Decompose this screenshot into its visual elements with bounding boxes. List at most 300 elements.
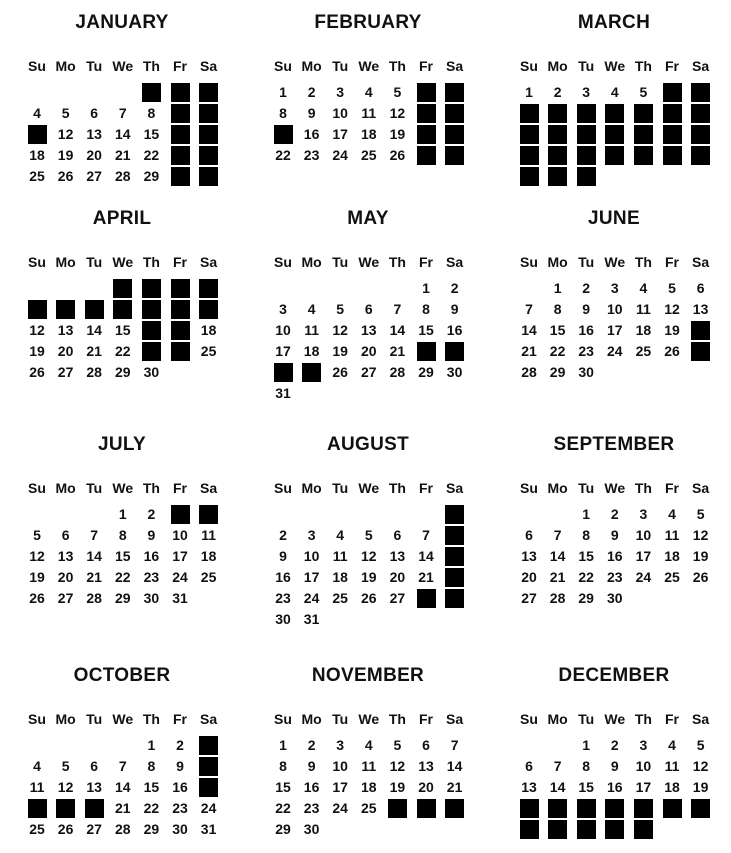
day-number: 27 <box>57 364 74 380</box>
marked-day-block <box>417 125 436 144</box>
day-number: 10 <box>635 527 652 543</box>
marked-day-block <box>113 279 132 298</box>
weekday-header: Sa <box>446 254 464 270</box>
marked-day-block <box>171 104 190 123</box>
day-number: 15 <box>578 548 594 564</box>
marked-day-block <box>520 125 539 144</box>
day-number: 13 <box>361 322 377 338</box>
day-number: 4 <box>668 506 676 522</box>
month-title: MAY <box>347 208 389 229</box>
day-number: 29 <box>143 168 160 184</box>
marked-day-block <box>548 799 567 818</box>
day-number: 13 <box>521 548 537 564</box>
day-number: 11 <box>361 758 377 774</box>
marked-day-block <box>199 146 218 165</box>
day-number: 8 <box>582 527 591 543</box>
weekday-header: Th <box>142 58 160 74</box>
day-number: 6 <box>90 758 99 774</box>
day-number: 16 <box>446 322 463 338</box>
marked-day-block <box>417 104 436 123</box>
day-number: 11 <box>635 301 651 317</box>
day-number: 5 <box>696 737 705 753</box>
weekday-header: Mo <box>301 480 322 496</box>
marked-day-block <box>663 83 682 102</box>
marked-day-block <box>171 146 190 165</box>
day-number: 1 <box>422 280 430 296</box>
day-number: 12 <box>57 779 74 795</box>
weekday-header: Th <box>388 254 406 270</box>
day-number: 13 <box>57 548 74 564</box>
weekday-header: Tu <box>578 254 595 270</box>
day-number: 6 <box>696 280 705 296</box>
day-number: 25 <box>361 147 377 163</box>
day-number: 29 <box>143 821 160 837</box>
weekday-header: Su <box>520 58 538 74</box>
day-number: 9 <box>176 758 184 774</box>
day-number: 6 <box>61 527 70 543</box>
marked-day-block <box>605 146 624 165</box>
day-number: 9 <box>610 758 619 774</box>
marked-day-block <box>199 83 218 102</box>
marked-day-block <box>274 363 293 382</box>
weekday-header: Fr <box>173 254 187 270</box>
day-number: 5 <box>639 84 648 100</box>
marked-day-block <box>577 799 596 818</box>
day-number: 3 <box>639 737 648 753</box>
day-number: 8 <box>422 301 430 317</box>
day-number: 15 <box>578 779 594 795</box>
day-number: 20 <box>389 569 406 585</box>
marked-day-block <box>171 342 190 361</box>
weekday-header: Su <box>28 480 46 496</box>
day-number: 15 <box>115 322 131 338</box>
day-number: 20 <box>57 569 74 585</box>
day-number: 21 <box>418 569 434 585</box>
day-number: 1 <box>582 506 591 522</box>
marked-day-block <box>663 799 682 818</box>
weekday-header: Mo <box>547 58 568 74</box>
day-number: 21 <box>549 569 566 585</box>
day-number: 30 <box>303 821 320 837</box>
day-number: 19 <box>692 779 709 795</box>
day-number: 12 <box>692 527 709 543</box>
weekday-header: Th <box>634 711 652 727</box>
weekday-header: Th <box>388 711 406 727</box>
day-number: 25 <box>200 569 217 585</box>
day-number: 8 <box>118 527 127 543</box>
weekday-header: We <box>604 711 626 727</box>
day-number: 21 <box>86 569 102 585</box>
day-number: 18 <box>361 126 377 142</box>
day-number: 14 <box>115 779 131 795</box>
day-number: 25 <box>29 168 45 184</box>
day-number: 2 <box>279 527 287 543</box>
day-number: 28 <box>86 364 102 380</box>
weekday-header: We <box>604 58 626 74</box>
day-number: 5 <box>364 527 373 543</box>
day-number: 4 <box>336 527 345 543</box>
marked-day-block <box>142 300 161 319</box>
day-number: 26 <box>664 343 680 359</box>
day-number: 10 <box>303 548 320 564</box>
day-number: 26 <box>29 590 45 606</box>
day-number: 9 <box>147 527 156 543</box>
day-number: 10 <box>635 758 652 774</box>
marked-day-block <box>634 125 653 144</box>
weekday-header: Tu <box>578 58 595 74</box>
marked-day-block <box>85 799 104 818</box>
day-number: 7 <box>553 758 562 774</box>
day-number: 23 <box>303 147 320 163</box>
day-number: 29 <box>115 590 131 606</box>
day-number: 2 <box>610 506 619 522</box>
day-number: 27 <box>521 590 537 606</box>
marked-day-block <box>445 505 464 524</box>
weekday-header: We <box>112 480 134 496</box>
marked-day-block <box>417 83 436 102</box>
weekday-header: Tu <box>578 711 595 727</box>
weekday-header: Th <box>388 58 406 74</box>
weekday-header: Tu <box>86 58 103 74</box>
day-number: 14 <box>389 322 406 338</box>
day-number: 5 <box>61 758 70 774</box>
weekday-header: Th <box>142 480 160 496</box>
day-number: 9 <box>582 301 591 317</box>
day-number: 24 <box>200 800 217 816</box>
day-number: 30 <box>607 590 623 606</box>
day-number: 7 <box>118 758 127 774</box>
marked-day-block <box>634 799 653 818</box>
weekday-header: We <box>112 254 134 270</box>
day-number: 30 <box>172 821 188 837</box>
day-number: 27 <box>389 590 406 606</box>
day-number: 23 <box>275 590 291 606</box>
day-number: 1 <box>582 737 591 753</box>
day-number: 25 <box>200 343 217 359</box>
marked-day-block <box>663 104 682 123</box>
day-number: 29 <box>115 364 131 380</box>
day-number: 26 <box>57 821 74 837</box>
marked-day-block <box>199 736 218 755</box>
weekday-header: Sa <box>200 711 218 727</box>
marked-day-block <box>199 279 218 298</box>
day-number: 7 <box>525 301 533 317</box>
day-number: 14 <box>115 126 131 142</box>
day-number: 3 <box>336 737 345 753</box>
day-number: 25 <box>29 821 45 837</box>
day-number: 7 <box>90 527 99 543</box>
day-number: 15 <box>418 322 434 338</box>
day-number: 9 <box>450 301 459 317</box>
day-number: 26 <box>332 364 348 380</box>
weekday-header: Tu <box>332 58 349 74</box>
day-number: 12 <box>692 758 709 774</box>
day-number: 12 <box>389 105 406 121</box>
day-number: 12 <box>361 548 377 564</box>
day-number: 22 <box>275 147 291 163</box>
day-number: 8 <box>279 758 287 774</box>
day-number: 11 <box>332 548 348 564</box>
day-number: 26 <box>29 364 45 380</box>
day-number: 9 <box>307 758 316 774</box>
day-number: 24 <box>332 800 348 816</box>
day-number: 1 <box>525 84 533 100</box>
day-number: 24 <box>172 569 188 585</box>
day-number: 6 <box>90 105 99 121</box>
weekday-header: Fr <box>665 58 679 74</box>
marked-day-block <box>388 799 407 818</box>
marked-day-block <box>605 125 624 144</box>
day-number: 9 <box>307 105 316 121</box>
day-number: 4 <box>307 301 316 317</box>
marked-day-block <box>142 83 161 102</box>
day-number: 25 <box>332 590 348 606</box>
day-number: 17 <box>635 548 652 564</box>
marked-day-block <box>171 279 190 298</box>
marked-day-block <box>199 300 218 319</box>
weekday-header: Fr <box>419 254 433 270</box>
weekday-header: Fr <box>665 254 679 270</box>
day-number: 29 <box>549 364 566 380</box>
day-number: 25 <box>664 569 680 585</box>
marked-day-block <box>171 321 190 340</box>
day-number: 3 <box>639 506 648 522</box>
weekday-header: We <box>358 58 380 74</box>
weekday-header: Th <box>142 711 160 727</box>
day-number: 27 <box>57 590 74 606</box>
day-number: 2 <box>582 280 591 296</box>
day-number: 16 <box>275 569 291 585</box>
day-number: 22 <box>143 147 160 163</box>
day-number: 19 <box>29 569 45 585</box>
day-number: 13 <box>389 548 406 564</box>
day-number: 2 <box>610 737 619 753</box>
day-number: 3 <box>610 280 619 296</box>
weekday-header: We <box>604 480 626 496</box>
marked-day-block <box>577 146 596 165</box>
day-number: 30 <box>578 364 594 380</box>
month-title: NOVEMBER <box>311 665 425 686</box>
day-number: 10 <box>332 758 348 774</box>
day-number: 13 <box>57 322 74 338</box>
day-number: 31 <box>275 385 291 401</box>
marked-day-block <box>199 167 218 186</box>
marked-day-block <box>691 321 710 340</box>
weekday-header: Mo <box>55 58 76 74</box>
day-number: 14 <box>549 779 566 795</box>
weekday-header: Th <box>634 58 652 74</box>
day-number: 10 <box>607 301 623 317</box>
day-number: 14 <box>86 548 102 564</box>
day-number: 18 <box>361 779 377 795</box>
weekday-header: We <box>112 711 134 727</box>
day-number: 1 <box>553 280 562 296</box>
day-number: 8 <box>147 758 156 774</box>
day-number: 18 <box>664 779 680 795</box>
day-number: 28 <box>521 364 537 380</box>
weekday-header: Th <box>388 480 406 496</box>
weekday-header: Mo <box>547 480 568 496</box>
weekday-header: Fr <box>419 711 433 727</box>
day-number: 5 <box>393 737 402 753</box>
day-number: 27 <box>86 821 102 837</box>
day-number: 16 <box>303 779 320 795</box>
marked-day-block <box>548 167 567 186</box>
day-number: 2 <box>450 280 459 296</box>
day-number: 17 <box>275 343 291 359</box>
marked-day-block <box>302 363 321 382</box>
day-number: 20 <box>361 343 377 359</box>
weekday-header: Tu <box>578 480 595 496</box>
day-number: 19 <box>664 322 680 338</box>
day-number: 8 <box>279 105 287 121</box>
marked-day-block <box>445 83 464 102</box>
weekday-header: Su <box>274 711 292 727</box>
marked-day-block <box>577 820 596 839</box>
day-number: 9 <box>279 548 287 564</box>
weekday-header: Fr <box>665 480 679 496</box>
day-number: 21 <box>115 800 131 816</box>
month-title: JANUARY <box>75 12 169 33</box>
day-number: 2 <box>176 737 184 753</box>
day-number: 13 <box>521 779 537 795</box>
day-number: 7 <box>450 737 459 753</box>
weekday-header: Tu <box>86 254 103 270</box>
weekday-header: Sa <box>692 254 710 270</box>
weekday-header: Mo <box>55 711 76 727</box>
weekday-header: Su <box>520 480 538 496</box>
weekday-header: Th <box>634 480 652 496</box>
marked-day-block <box>28 125 47 144</box>
day-number: 31 <box>200 821 217 837</box>
day-number: 3 <box>307 527 316 543</box>
day-number: 6 <box>393 527 402 543</box>
marked-day-block <box>28 300 47 319</box>
day-number: 5 <box>393 84 402 100</box>
day-number: 31 <box>172 590 188 606</box>
weekday-header: Mo <box>547 711 568 727</box>
day-number: 18 <box>664 548 680 564</box>
day-number: 5 <box>61 105 70 121</box>
weekday-header: Fr <box>173 58 187 74</box>
marked-day-block <box>113 300 132 319</box>
day-number: 13 <box>418 758 434 774</box>
marked-day-block <box>445 146 464 165</box>
weekday-header: Fr <box>419 58 433 74</box>
day-number: 30 <box>446 364 463 380</box>
marked-day-block <box>199 778 218 797</box>
day-number: 17 <box>607 322 623 338</box>
day-number: 17 <box>332 126 348 142</box>
day-number: 13 <box>86 126 102 142</box>
day-number: 15 <box>275 779 291 795</box>
day-number: 28 <box>389 364 406 380</box>
day-number: 24 <box>303 590 320 606</box>
day-number: 22 <box>143 800 160 816</box>
day-number: 19 <box>389 126 406 142</box>
marked-day-block <box>445 342 464 361</box>
day-number: 8 <box>582 758 591 774</box>
marked-day-block <box>605 799 624 818</box>
day-number: 21 <box>389 343 406 359</box>
day-number: 6 <box>525 527 533 543</box>
day-number: 21 <box>115 147 131 163</box>
day-number: 16 <box>578 322 594 338</box>
weekday-header: Th <box>142 254 160 270</box>
day-number: 19 <box>361 569 377 585</box>
marked-day-block <box>548 104 567 123</box>
day-number: 24 <box>332 147 348 163</box>
marked-day-block <box>520 104 539 123</box>
marked-day-block <box>171 505 190 524</box>
weekday-header: Mo <box>301 711 322 727</box>
day-number: 22 <box>549 343 566 359</box>
day-number: 5 <box>336 301 345 317</box>
weekday-header: Mo <box>301 254 322 270</box>
weekday-header: Sa <box>200 254 218 270</box>
day-number: 23 <box>143 569 160 585</box>
marked-day-block <box>577 104 596 123</box>
day-number: 18 <box>200 322 217 338</box>
day-number: 28 <box>115 821 131 837</box>
day-number: 22 <box>275 800 291 816</box>
day-number: 28 <box>549 590 566 606</box>
day-number: 17 <box>635 779 652 795</box>
day-number: 29 <box>275 821 291 837</box>
day-number: 3 <box>279 301 287 317</box>
weekday-header: Sa <box>692 711 710 727</box>
marked-day-block <box>85 300 104 319</box>
marked-day-block <box>445 125 464 144</box>
day-number: 12 <box>29 548 45 564</box>
day-number: 27 <box>86 168 102 184</box>
day-number: 14 <box>446 758 463 774</box>
month-title: MARCH <box>577 12 651 33</box>
weekday-header: Tu <box>332 480 349 496</box>
weekday-header: Su <box>28 254 46 270</box>
weekday-header: Fr <box>419 480 433 496</box>
day-number: 12 <box>332 322 348 338</box>
marked-day-block <box>417 799 436 818</box>
day-number: 2 <box>553 84 562 100</box>
day-number: 4 <box>33 758 41 774</box>
day-number: 23 <box>578 343 594 359</box>
marked-day-block <box>171 125 190 144</box>
marked-day-block <box>171 83 190 102</box>
day-number: 21 <box>446 779 463 795</box>
day-number: 20 <box>418 779 434 795</box>
marked-day-block <box>274 125 293 144</box>
marked-day-block <box>520 799 539 818</box>
marked-day-block <box>445 547 464 566</box>
day-number: 11 <box>201 527 216 543</box>
day-number: 31 <box>303 611 320 627</box>
day-number: 4 <box>364 737 373 753</box>
month-title: SEPTEMBER <box>553 434 675 455</box>
marked-day-block <box>634 146 653 165</box>
day-number: 18 <box>200 548 217 564</box>
day-number: 27 <box>361 364 377 380</box>
day-number: 18 <box>332 569 348 585</box>
day-number: 15 <box>549 322 566 338</box>
day-number: 10 <box>275 322 291 338</box>
marked-day-block <box>663 125 682 144</box>
day-number: 5 <box>33 527 41 543</box>
marked-day-block <box>56 799 75 818</box>
day-number: 30 <box>143 590 160 606</box>
day-number: 19 <box>389 779 406 795</box>
day-number: 30 <box>143 364 160 380</box>
